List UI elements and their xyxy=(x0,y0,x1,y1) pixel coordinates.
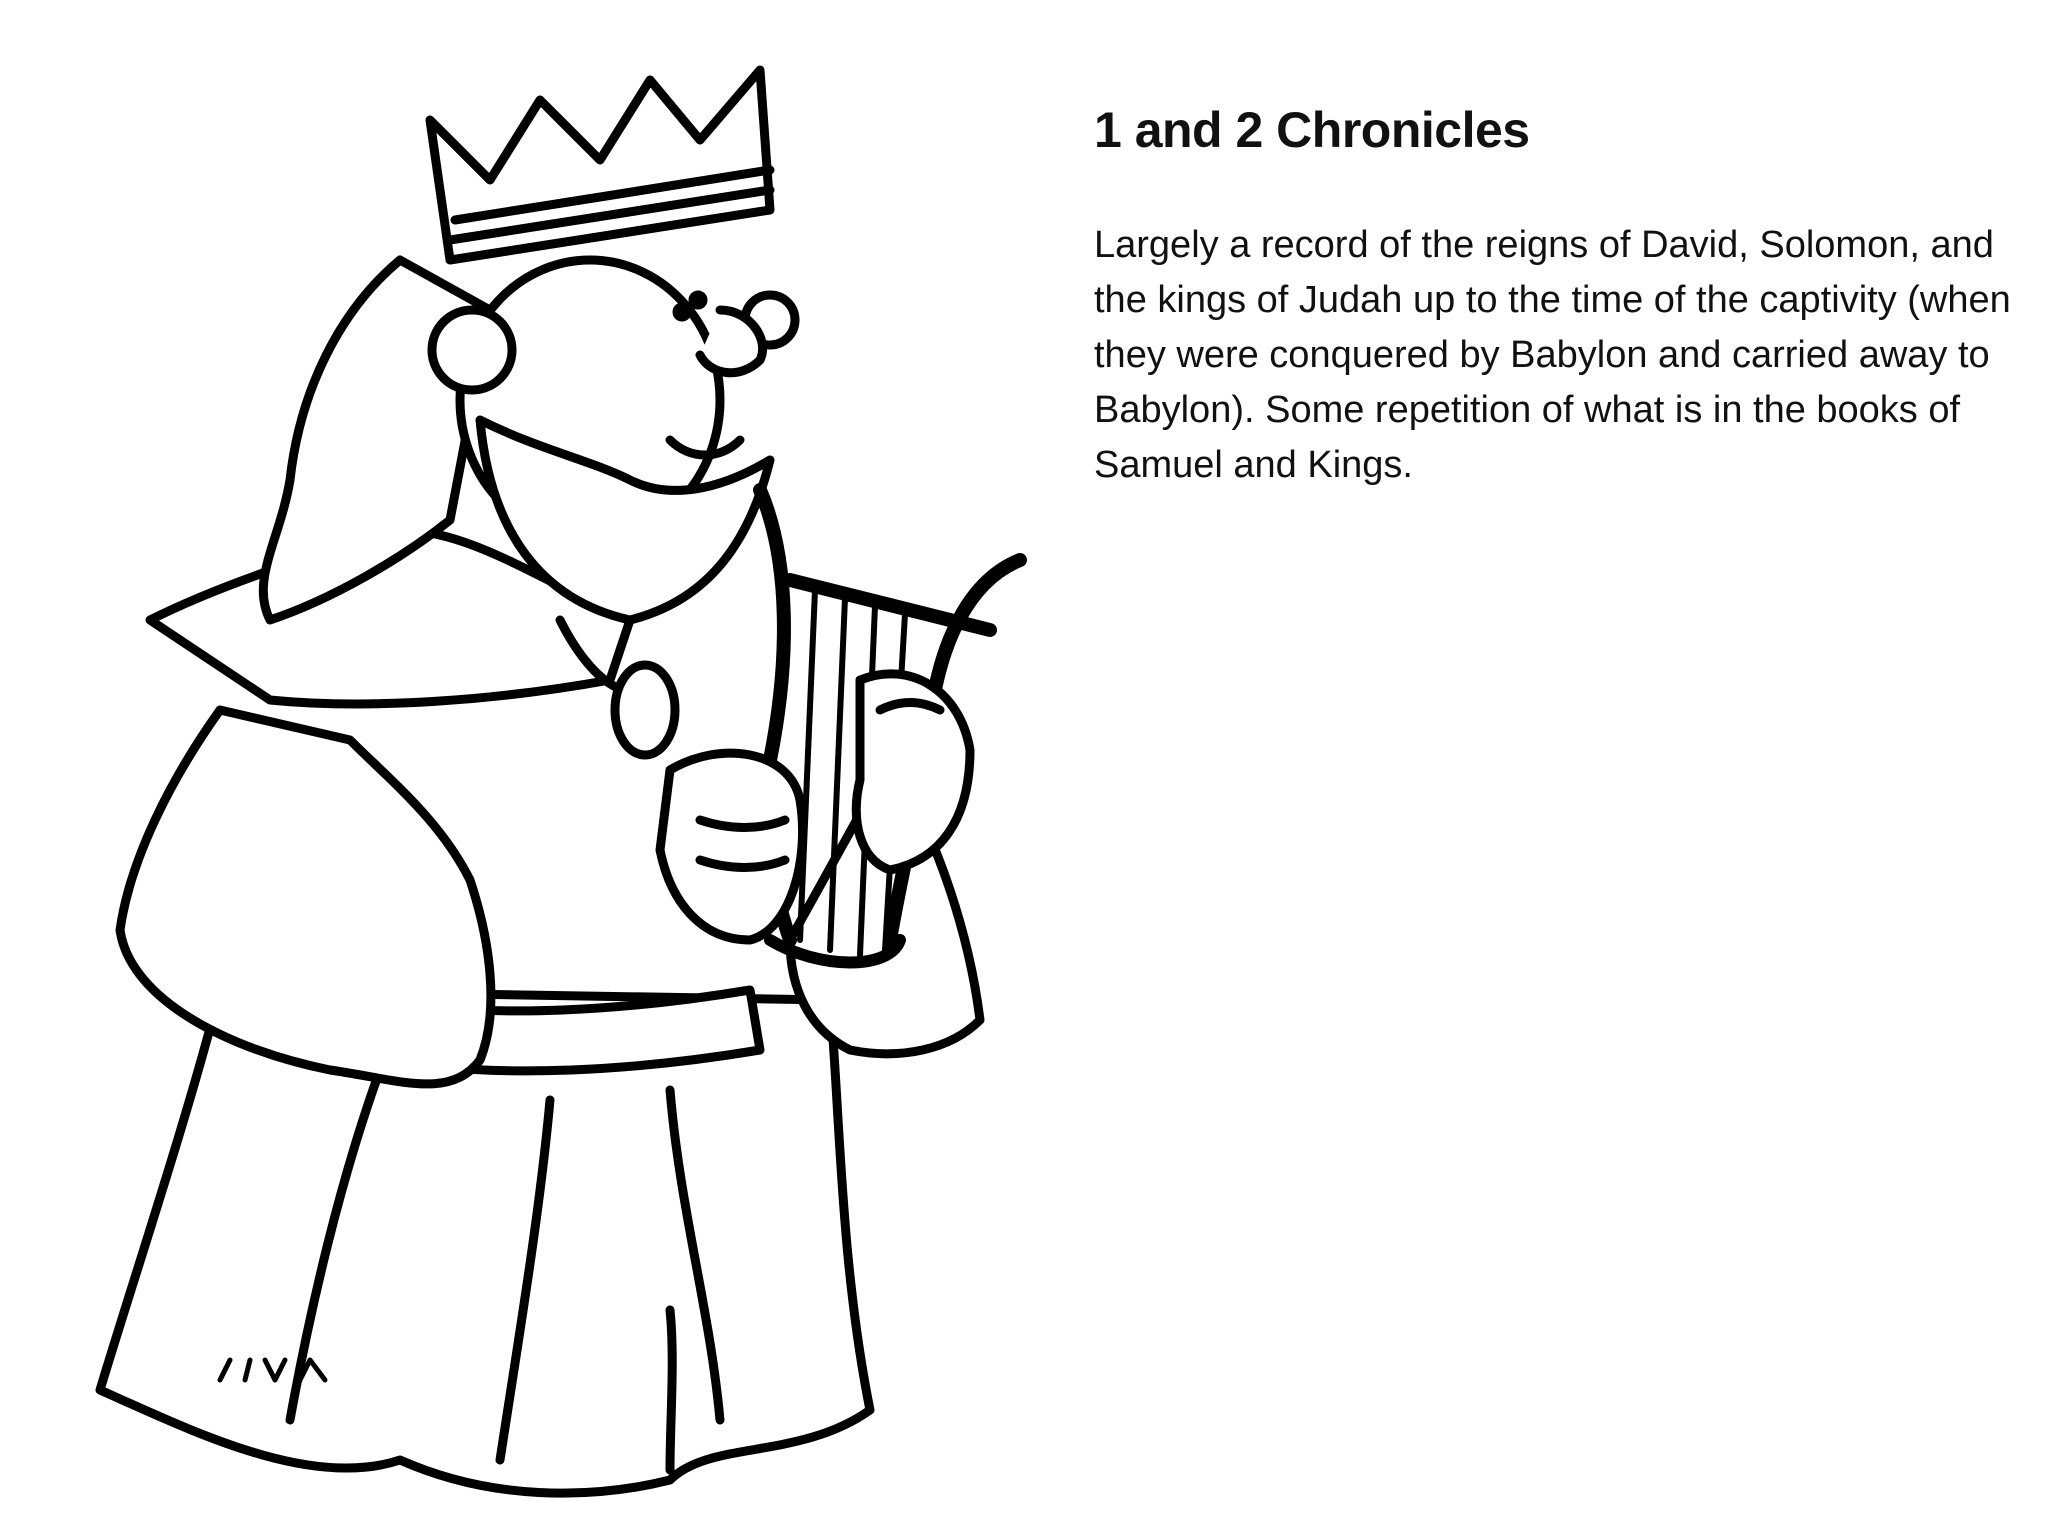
king-with-lyre-illustration xyxy=(70,60,1130,1520)
book-description: Largely a record of the reigns of David, Solomon, and the kings of Judah up to the time of the captivity (when they were conquered by Babylon and carried away to Babylon). Some repetition of what is in the books of Samuel and Kings. xyxy=(1094,224,2011,486)
page-title: 1 and 2 Chronicles xyxy=(1094,102,1530,158)
medallion xyxy=(615,665,675,755)
left-hand xyxy=(660,753,803,940)
left-arm xyxy=(120,710,491,1084)
text-block xyxy=(1094,100,2024,493)
